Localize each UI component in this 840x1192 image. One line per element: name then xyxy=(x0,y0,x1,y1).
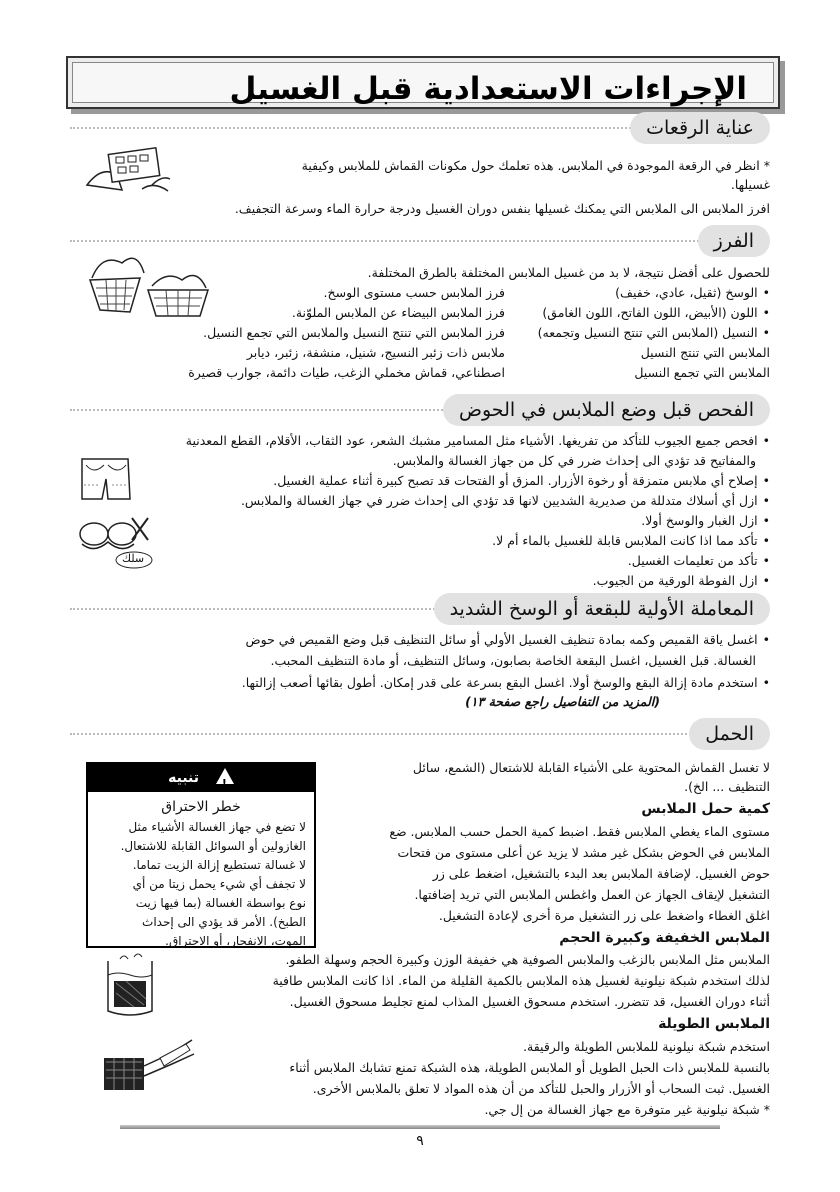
checklist-item: • ازل الفوطة الورقية من الجيوب. xyxy=(593,571,770,591)
checklist-item: • استخدم مادة إزالة البقع والوسخ أولا. اغسل البقع بسرعة على قدر إمكان. أطول بقائها أصعب إزالتها. xyxy=(242,673,770,693)
paragraph-line: الملابس في الحوض بشكل غير مشد لا يزيد عن أعلى مستوى من فتحات xyxy=(397,845,770,860)
wire-label: سلك xyxy=(122,552,145,565)
sort-criterion: • اللون (الأبيض، اللون الفاتح، اللون الغامق) xyxy=(542,303,770,323)
section-title: الفرز xyxy=(698,225,770,257)
checklist-item: • اغسل ياقة القميص وكمه بمادة تنظيف الغسيل الأولي أو سائل التنظيف قبل وضع القميص في حوض xyxy=(246,630,770,650)
nylon-net-illustration-icon xyxy=(100,1036,196,1096)
section-title: المعاملة الأولية للبقعة أو الوسخ الشديد xyxy=(434,593,770,625)
paragraph-line: التشغيل لإيقاف الجهاز عن العمل واغطس الملابس التي تريد إضافتها. xyxy=(414,887,770,902)
warning-triangle-icon xyxy=(216,768,234,784)
checklist-item: • ازل أي أسلاك متدللة من صديرية الشديين لانها قد تؤدي الى إحداث ضرر في جهاز الغسالة والملابس. xyxy=(241,491,770,511)
subsection-title: كمية حمل الملابس xyxy=(641,801,770,817)
section-inspect-heading xyxy=(70,394,770,426)
paragraph-line: لا تغسل القماش المحتوية على الأشياء القابلة للاشتعال (الشمع، سائل xyxy=(412,760,770,775)
paragraph-line: اغلق الغطاء واضغط على زر التشغيل مرة أخرى لإعادة التشغيل. xyxy=(438,908,770,923)
section-load-heading xyxy=(70,718,770,750)
paragraph-line: غسيلها. xyxy=(730,177,770,192)
sort-action: فرز الملابس البيضاء عن الملابس الملوّنة. xyxy=(291,305,505,320)
footer-rule xyxy=(120,1125,720,1129)
warning-subtitle: خطر الاحتراق xyxy=(161,799,241,815)
laundry-basket-illustration-icon xyxy=(82,248,212,320)
warning-line: الغازولين أو السوائل القابلة للاشتعال. xyxy=(120,839,306,853)
checklist-item-cont: والمفاتيح قد تؤدي الى إحداث ضرر في كل من جهاز الغسالة والملابس. xyxy=(392,453,756,468)
checklist-item-cont: الغسالة. قبل الغسيل، اغسل البقعة الخاصة بصابون، وسائل التنظيف، أو مادة التنظيف المحبب. xyxy=(270,653,756,668)
sort-criterion: • النسيل (الملابس التي تنتج النسيل وتجمعه) xyxy=(538,323,770,343)
paragraph-line: لذلك استخدم شبكة نيلونية لغسيل هذه الملابس بالكمية القليلة من الماء. اذا كانت الملابس طافية xyxy=(272,973,770,988)
warning-line: لا غسالة تستطيع إزالة الزيت تماما. xyxy=(132,858,306,872)
warning-box xyxy=(86,762,316,948)
section-title: عناية الرقعات xyxy=(630,112,770,144)
warning-line: لا تجفف أي شيء يحمل زيتا من أي xyxy=(132,877,306,891)
section-title: الحمل xyxy=(689,718,770,750)
title-inner xyxy=(72,62,774,107)
warning-body xyxy=(88,818,314,951)
lint-type: الملابس التي تجمع النسيل xyxy=(634,365,770,380)
checklist-item: • إصلاح أي ملابس متمزقة أو رخوة الأزرار. المزق أو الفتحات قد تصبح كبيرة أثناء عملية الغسيل. xyxy=(273,471,770,491)
warning-line: الموت، الانفجار، أو الاحتراق. xyxy=(165,934,306,948)
sort-action: فرز الملابس التي تنتج النسيل والملابس التي تجمع النسيل. xyxy=(203,325,505,340)
page-number: ٩ xyxy=(416,1133,424,1149)
checklist-item: • تأكد مما اذا كانت الملابس قابلة للغسيل بالماء أم لا. xyxy=(492,531,770,551)
sort-criterion: • الوسخ (ثقيل، عادي، خفيف) xyxy=(615,283,770,303)
checklist-item: • افحص جميع الجيوب للتأكد من تفريغها. الأشياء مثل المسامير مشبك الشعر، عود الثقاب، الأقلام، القطع المعدنية xyxy=(186,431,770,451)
section-title: الفحص قبل وضع الملابس في الحوض xyxy=(443,394,770,426)
dotted-rule xyxy=(70,240,770,242)
paragraph-line: بالنسبة للملابس ذات الحبل الطويل أو الملابس الطويلة، هذه الشبكة تمنع تشابك الملابس أثناء xyxy=(289,1060,770,1075)
care-label-illustration-icon xyxy=(82,145,172,195)
paragraph-line: للحصول على أفضل نتيجة، لا بد من غسيل الملابس المختلفة بالطرق المختلفة. xyxy=(367,265,770,280)
subsection-title: الملابس الطويلة xyxy=(658,1016,770,1032)
paragraph-line: * انظر في الرقعة الموجودة في الملابس. هذه تعلمك حول مكونات القماش للملابس وكيفية xyxy=(302,156,770,176)
paragraph-line: الملابس مثل الملابس بالزغب والملابس الصوفية هي خفيفة الوزن وكبيرة الحجم وسهلة الطفو. xyxy=(285,952,770,967)
water-tub-illustration-icon xyxy=(100,953,160,1019)
sort-action: فرز الملابس حسب مستوى الوسخ. xyxy=(323,285,505,300)
title-frame xyxy=(66,56,780,109)
warning-line: نوع بواسطة الغسالة (بما فيها زيت xyxy=(135,896,306,910)
dotted-rule xyxy=(70,733,770,735)
section-stains-heading xyxy=(70,593,770,625)
warning-header-label: تنبيه xyxy=(168,770,200,786)
lint-examples: ملابس ذات زئبر النسيج، شنيل، منشفة، زئبر، ديابر xyxy=(246,345,505,360)
subsection-title: الملابس الخفيفة وكبيرة الحجم xyxy=(559,930,770,946)
paragraph-line: أثناء دوران الغسيل، قد تتضرر. استخدم مسحوق الغسيل المذاب لمنع تجليط مسحوق الغسيل. xyxy=(289,994,770,1009)
warning-header xyxy=(88,764,314,792)
section-care-labels-heading xyxy=(70,112,770,144)
checklist-item: • تأكد من تعليمات الغسيل. xyxy=(628,551,770,571)
paragraph-line: الغسيل. ثبت السحاب أو الأزرار والحبل للتأكد من أن هذه المواد لا تعلق بالملابس الأخرى. xyxy=(312,1081,770,1096)
warning-line: لا تضع في جهاز الغسالة الأشياء مثل xyxy=(128,820,306,834)
lint-examples: اصطناعي، قماش مخملي الزغب، طيات دائمة، جوارب قصيرة xyxy=(188,365,505,380)
paragraph-line: التنظيف ... الخ). xyxy=(684,779,770,794)
reference-note: (المزيد من التفاصيل راجع صفحة ١٣) xyxy=(465,694,660,709)
paragraph-line: مستوى الماء يغطي الملابس فقط. اضبط كمية الحمل حسب الملابس. ضع xyxy=(389,824,770,839)
paragraph-line: * شبكة نيلونية غير متوفرة مع جهاز الغسالة من إل جي. xyxy=(484,1100,770,1120)
paragraph-line: استخدم شبكة نيلونية للملابس الطويلة والرقيقة. xyxy=(523,1039,770,1054)
paragraph-line: حوض الغسيل. لإضافة الملابس بعد البدء بالتشغيل، اضغط على زر xyxy=(432,866,770,881)
checklist-item: • ازل الغبار والوسخ أولا. xyxy=(641,511,770,531)
lint-type: الملابس التي تنتج النسيل xyxy=(640,345,770,360)
jeans-pocket-illustration-icon xyxy=(78,455,134,503)
paragraph-line: افرز الملابس الى الملابس التي يمكنك غسيلها بنفس دوران الغسيل ودرجة حرارة الماء وسرعة التجفيف. xyxy=(234,201,770,216)
warning-line: الطبخ). الأمر قد يؤدي الى إحداث xyxy=(142,915,306,929)
page-title: الإجراءات الاستعدادية قبل الغسيل xyxy=(229,71,747,107)
